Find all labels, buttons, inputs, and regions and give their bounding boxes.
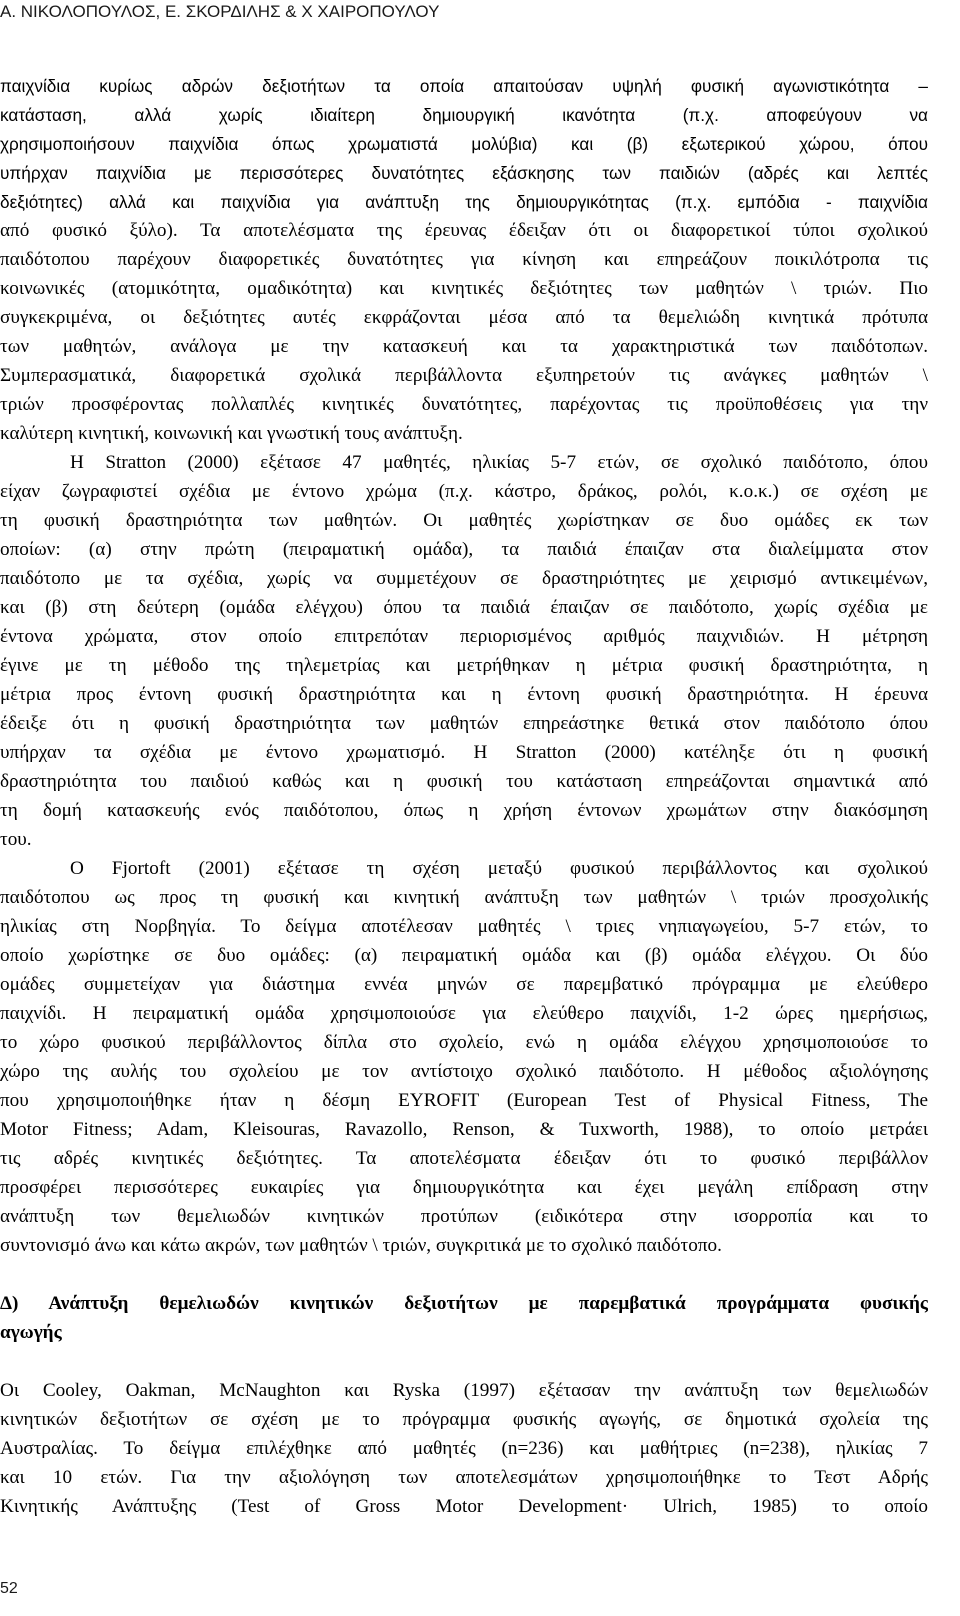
text-line: Η Stratton (2000) εξέτασε 47 μαθητές, ηλικίας 5-7 ετών, σε σχολικό παιδότοπο, όπου	[70, 452, 928, 473]
text-line: ομάδες συμμετείχαν για διάστημα εννέα μηνών σε παρεμβατικό πρόγραμμα με ελεύθερο	[0, 974, 928, 995]
text-line: Αυστραλίας. Το δείγμα επιλέχθηκε από μαθητές (n=236) και μαθήτριες (n=238), ηλικίας 7	[0, 1438, 928, 1459]
text-line: τριών προσφέροντας πολλαπλές κινητικές δυνατότητες, παρέχοντας τις προϋποθέσεις για την	[0, 394, 928, 415]
text-line: Ο Fjortoft (2001) εξέτασε τη σχέση μεταξύ φυσικού περιβάλλοντος και σχολικού	[70, 858, 928, 879]
text-line: Συμπερασματικά, διαφορετικά σχολικά περιβάλλοντα εξυπηρετούν τις ανάγκες μαθητών \	[0, 365, 928, 386]
text-line: παιχνίδια κυρίως αδρών δεξιοτήτων τα οποία απαιτούσαν υψηλή φυσική αγωνιστικότητα –	[0, 76, 928, 96]
text-line: του.	[0, 829, 32, 850]
text-line: καλύτερη κινητική, κοινωνική και γνωστική τους ανάπτυξη.	[0, 423, 463, 444]
page-number: 52	[0, 1580, 18, 1597]
text-line: έντονα χρώματα, στον οποίο επιτρεπόταν περιορισμένος αριθμός παιχνιδιών. Η μέτρηση	[0, 626, 928, 647]
text-line: παιδότοπου ως προς τη φυσική και κινητική ανάπτυξη των μαθητών \ τριών προσχολικής	[0, 887, 928, 908]
heading-line: αγωγής	[0, 1322, 62, 1343]
text-line: Motor Fitness; Adam, Kleisouras, Ravazollo, Renson, & Tuxworth, 1988), το οποίο μετράει	[0, 1119, 928, 1140]
text-line: που χρησιμοποιήθηκε ήταν η δέσμη EYROFIT (European Test of Physical Fitness, The	[0, 1090, 928, 1111]
text-line: από φυσικό ξύλο). Τα αποτελέσματα της έρευνας έδειξαν ότι οι διαφορετικοί τύποι σχολικού	[0, 220, 928, 241]
text-line: Κινητικής Ανάπτυξης (Test of Gross Motor Development· Ulrich, 1985) το οποίο	[0, 1496, 928, 1517]
text-line: υπήρχαν παιχνίδια με περισσότερες δυνατότητες εξάσκησης των παιδιών (αδρές και λεπτές	[0, 163, 928, 183]
text-line: και (β) στη δεύτερη (ομάδα ελέγχου) όπου τα παιδιά έπαιζαν σε παιδότοπο, χωρίς σχέδια με	[0, 597, 928, 618]
text-line: έγινε με τη μέθοδο της τηλεμετρίας και μετρήθηκαν η μέτρια φυσική δραστηριότητα, η	[0, 655, 928, 676]
text-line: χρησιμοποιήσουν παιχνίδια όπως χρωματιστά μολύβια) και (β) εξωτερικού χώρου, όπου	[0, 134, 928, 154]
text-line: δεξιότητες) αλλά και παιχνίδια για ανάπτυξη της δημιουργικότητας (π.χ. εμπόδια - παιχνίδια	[0, 192, 928, 212]
running-head: Α. ΝΙΚΟΛΟΠΟΥΛΟΣ, Ε. ΣΚΟΡΔΙΛΗΣ & Χ ΧΑΙΡΟΠΟΥΛΟΥ	[0, 2, 440, 21]
text-line: έδειξε ότι η φυσική δραστηριότητα των μαθητών επηρεάστηκε θετικά στον παιδότοπο όπου	[0, 713, 928, 734]
text-line: κατάσταση, αλλά χωρίς ιδιαίτερη δημιουργική ικανότητα (π.χ. αποφεύγουν να	[0, 105, 928, 125]
text-line: μέτρια προς έντονη φυσική δραστηριότητα και η έντονη φυσική δραστηριότητα. Η έρευνα	[0, 684, 928, 705]
text-line: τη φυσική δραστηριότητα των μαθητών. Οι μαθητές χωρίστηκαν σε δυο ομάδες εκ των	[0, 510, 928, 531]
text-line: προσφέρει περισσότερες ευκαιρίες για δημιουργικότητα και έχει μεγάλη επίδραση στην	[0, 1177, 928, 1198]
text-line: υπήρχαν τα σχέδια με έντονο χρωματισμό. Η Stratton (2000) κατέληξε ότι η φυσική	[0, 742, 928, 763]
heading-line: Δ) Ανάπτυξη θεμελιωδών κινητικών δεξιοτήτων με παρεμβατικά προγράμματα φυσικής	[0, 1293, 928, 1314]
text-line: Οι Cooley, Oakman, McNaughton και Ryska (1997) εξέτασαν την ανάπτυξη των θεμελιωδών	[0, 1380, 928, 1401]
text-line: οποίων: (α) στην πρώτη (πειραματική ομάδα), τα παιδιά έπαιζαν στα διαλείμματα στον	[0, 539, 928, 560]
text-line: δραστηριότητα του παιδιού καθώς και η φυσική του κατάσταση επηρεάζονται σημαντικά από	[0, 771, 928, 792]
text-line: ανάπτυξη των θεμελιωδών κινητικών προτύπων (ειδικότερα στην ισορροπία και το	[0, 1206, 928, 1227]
text-line: των μαθητών, ανάλογα με την κατασκευή και τα χαρακτηριστικά των παιδότοπων.	[0, 336, 928, 357]
text-line: παιδότοπο με τα σχέδια, χωρίς να συμμετέχουν σε δραστηριότητες με χειρισμό αντικειμένων,	[0, 568, 928, 589]
text-line: συντονισμό άνω και κάτω ακρών, των μαθητών \ τριών, συγκριτικά με το σχολικό παιδότοπο.	[0, 1235, 722, 1256]
text-line: τη δομή κατασκευής ενός παιδότοπου, όπως η χρήση έντονων χρωμάτων στην διακόσμηση	[0, 800, 928, 821]
text-line: χώρο της αυλής του σχολείου με τον αντίστοιχο σχολικό παιδότοπο. Η μέθοδος αξιολόγησης	[0, 1061, 928, 1082]
text-line: κοινωνικές (ατομικότητα, ομαδικότητα) και κινητικές δεξιότητες των μαθητών \ τριών. Πιο	[0, 278, 928, 299]
text-line: κινητικών δεξιοτήτων σε σχέση με το πρόγραμμα φυσικής αγωγής, σε δημοτικά σχολεία της	[0, 1409, 928, 1430]
text-line: είχαν ζωγραφιστεί σχέδια με έντονο χρώμα (π.χ. κάστρο, δράκος, ρολόι, κ.ο.κ.) σε σχέση με	[0, 481, 928, 502]
text-line: παιδότοπου παρέχουν διαφορετικές δυνατότητες για κίνηση και επηρεάζουν ποικιλότροπα τις	[0, 249, 928, 270]
text-line: οποίο χωρίστηκε σε δυο ομάδες: (α) πειραματική ομάδα και (β) ομάδα ελέγχου. Οι δύο	[0, 945, 928, 966]
text-line: και 10 ετών. Για την αξιολόγηση των αποτελεσμάτων χρησιμοποιήθηκε το Τεστ Αδρής	[0, 1467, 928, 1488]
text-line: ηλικίας στη Νορβηγία. Το δείγμα αποτέλεσαν μαθητές \ τριες νηπιαγωγείου, 5-7 ετών, το	[0, 916, 928, 937]
text-line: συγκεκριμένα, οι δεξιότητες αυτές εκφράζονται μέσα από τα θεμελιώδη κινητικά πρότυπα	[0, 307, 928, 328]
text-line: παιχνίδι. Η πειραματική ομάδα χρησιμοποιούσε για ελεύθερο παιχνίδι, 1-2 ώρες ημερήσιως,	[0, 1003, 928, 1024]
text-line: το χώρο φυσικού περιβάλλοντος δίπλα στο σχολείο, ενώ η ομάδα ελέγχου χρησιμοποιούσε το	[0, 1032, 928, 1053]
text-line: τις αδρές κινητικές δεξιότητες. Τα αποτελέσματα έδειξαν ότι το φυσικό περιβάλλον	[0, 1148, 928, 1169]
